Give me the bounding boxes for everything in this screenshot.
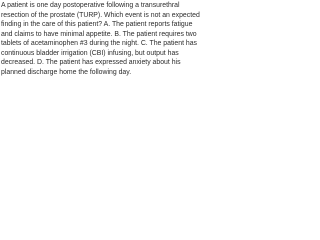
question-line: continuous bladder irrigation (CBI) infusing, but output has	[1, 49, 179, 57]
question-line: finding in the care of this patient? A. The patient reports fatigue	[1, 21, 193, 29]
question-line: and claims to have minimal appetite. B. The patient requires two	[1, 30, 197, 38]
question-line: planned discharge home the following day.	[1, 68, 132, 76]
question-line: decreased. D. The patient has expressed anxiety about his	[1, 59, 181, 67]
question-text	[1, 1, 234, 77]
question-line: tablets of acetaminophen #3 during the night. C. The patient has	[1, 40, 198, 48]
question-line: resection of the prostate (TURP). Which event is not an expected	[1, 11, 200, 19]
question-line: A patient is one day postoperative following a transurethral	[1, 2, 180, 9]
